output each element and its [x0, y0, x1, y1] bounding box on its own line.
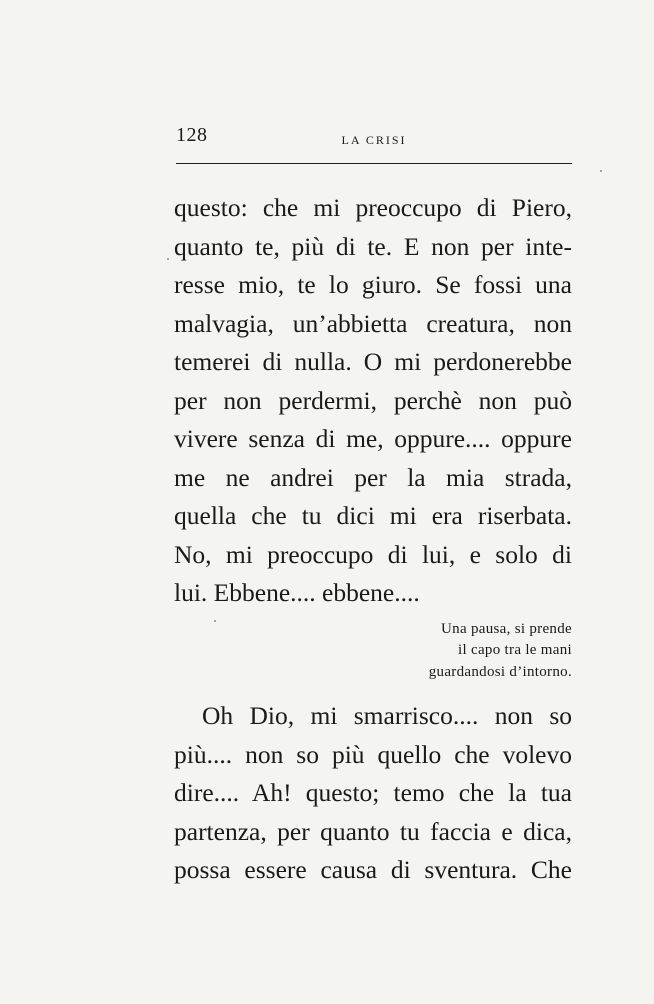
text-line: temerei di nulla. O mi perdonerebbe: [174, 347, 572, 376]
stage-direction-line: guardandosi d’intorno.: [428, 663, 572, 680]
paragraph-2: [174, 697, 572, 890]
stage-direction-line: il capo tra le mani: [458, 642, 572, 658]
page-number: 128: [176, 124, 208, 146]
text-line: più.... non so più quello che volevo: [174, 739, 572, 769]
paper-speck: [600, 170, 602, 172]
text-line: possa essere causa di sventura. Che: [174, 855, 572, 884]
paper-speck: [167, 258, 169, 260]
paper-speck: [214, 620, 216, 622]
header-rule: [176, 163, 572, 164]
text-line: me ne andrei per la mia strada,: [174, 462, 572, 492]
running-title: LA CRISI: [341, 133, 407, 147]
text-line: per non perdermi, perchè non può: [174, 385, 572, 415]
text-line: quella che tu dici mi era riserbata.: [174, 501, 572, 530]
text-line: Oh Dio, mi smarrisco.... non so: [202, 701, 572, 730]
body-text: [174, 189, 572, 890]
text-line: vivere senza di me, oppure.... oppure: [174, 424, 572, 453]
page-header: [176, 120, 572, 150]
paragraph-1: [174, 189, 572, 613]
text-line: resse mio, te lo giuro. Se fossi una: [174, 270, 572, 299]
text-line: quanto te, più di te. E non per inte-: [174, 231, 572, 261]
text-line: dire.... Ah! questo; temo che la tua: [174, 778, 572, 807]
text-line: partenza, per quanto tu faccia e dica,: [174, 816, 572, 846]
text-line: questo: che mi preoccupo di Piero,: [174, 193, 572, 222]
stage-direction: [174, 619, 572, 684]
text-line: lui. Ebbene.... ebbene....: [174, 578, 420, 607]
text-line: malvagia, un’abbietta creatura, non: [174, 308, 572, 338]
text-line: No, mi preoccupo di lui, e solo di: [174, 539, 572, 569]
stage-direction-line: Una pausa, si prende: [441, 620, 572, 637]
